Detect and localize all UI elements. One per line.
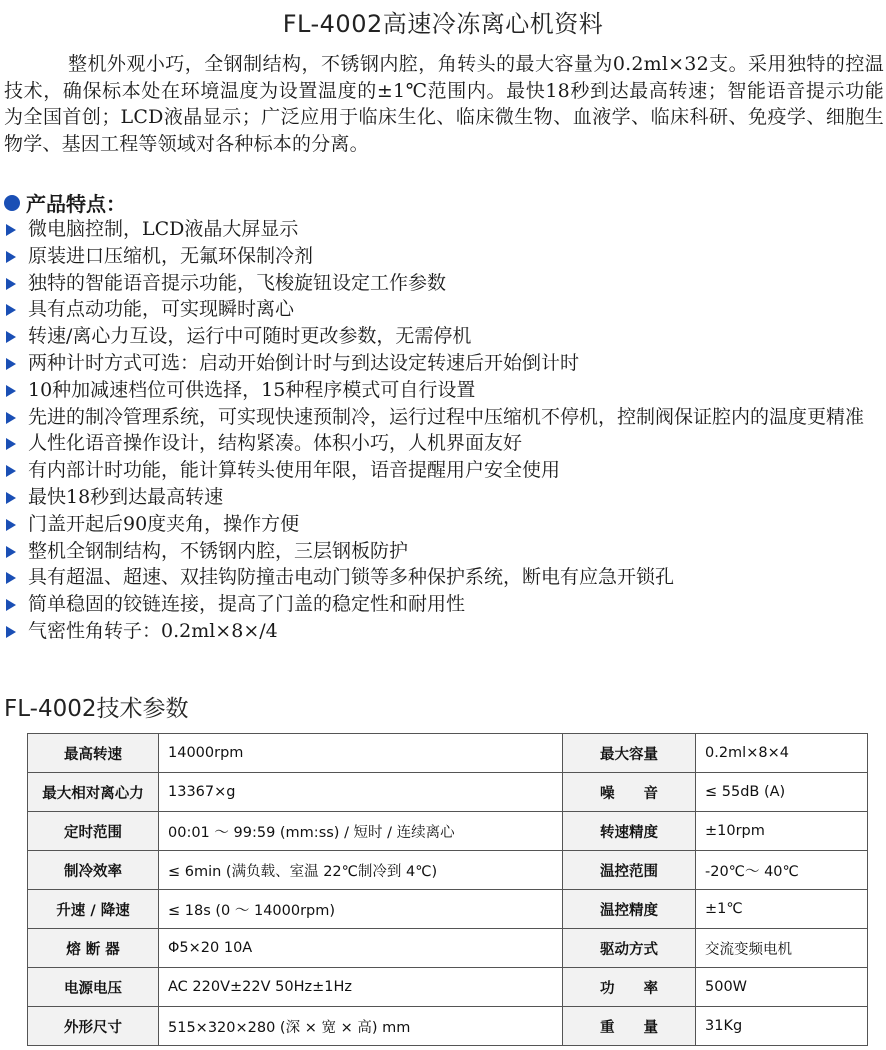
triangle-bullet-icon	[6, 278, 16, 290]
spec-value: 13367×g	[159, 773, 563, 812]
triangle-bullet-icon	[6, 331, 16, 343]
table-row	[28, 773, 868, 812]
spec-heading: FL-4002技术参数	[4, 696, 189, 722]
triangle-bullet-icon	[6, 438, 16, 450]
spec-value: ≤ 18s (0 ～ 14000rpm)	[159, 890, 563, 929]
triangle-bullet-icon	[6, 412, 16, 424]
table-row	[28, 1007, 868, 1046]
spec-label: 升速 / 降速	[28, 890, 159, 929]
page-title: FL-4002高速冷冻离心机资料	[282, 10, 604, 38]
table-row	[28, 734, 868, 773]
feature-item: 具有点动功能，可实现瞬时离心	[4, 296, 884, 323]
spec-label: 最大容量	[563, 734, 696, 773]
spec-label: 驱动方式	[563, 929, 696, 968]
feature-item: 转速/离心力互设，运行中可随时更改参数，无需停机	[4, 323, 884, 350]
spec-label: 外形尺寸	[28, 1007, 159, 1046]
spec-value: 00:01 ～ 99:59 (mm:ss) / 短时 / 连续离心	[159, 812, 563, 851]
spec-label: 温控精度	[563, 890, 696, 929]
triangle-bullet-icon	[6, 572, 16, 584]
spec-value: 交流变频电机	[696, 929, 868, 968]
table-row	[28, 929, 868, 968]
triangle-bullet-icon	[6, 519, 16, 531]
intro-paragraph: 整机外观小巧，全钢制结构，不锈钢内腔，角转头的最大容量为0.2ml×32支。采用独特的控温技术，确保标本处在环境温度为设置温度的±1℃范围内。最快18秒到达最高转速；智能语音提示功能为全国首创；LCD液晶显示；广泛应用于临床生化、临床微生物、血液学、临床科研、免疫学、细胞生物学、基因工程等领域对各种标本的分离。	[4, 53, 884, 155]
spec-value: Φ5×20 10A	[159, 929, 563, 968]
feature-item: 具有超温、超速、双挂钩防撞击电动门锁等多种保护系统，断电有应急开锁孔	[4, 564, 884, 591]
table-row	[28, 890, 868, 929]
features-heading	[4, 188, 126, 217]
bullet-dot-icon	[4, 195, 20, 211]
triangle-bullet-icon	[6, 492, 16, 504]
triangle-bullet-icon	[6, 251, 16, 263]
table-row	[28, 812, 868, 851]
spec-value: ≤ 55dB (A)	[696, 773, 868, 812]
feature-item: 最快18秒到达最高转速	[4, 484, 884, 511]
table-row	[28, 968, 868, 1007]
feature-list	[4, 216, 884, 645]
spec-label: 温控范围	[563, 851, 696, 890]
spec-value: AC 220V±22V 50Hz±1Hz	[159, 968, 563, 1007]
feature-item: 原装进口压缩机，无氟环保制冷剂	[4, 243, 884, 270]
spec-label: 最高转速	[28, 734, 159, 773]
feature-item: 有内部计时功能，能计算转头使用年限，语音提醒用户安全使用	[4, 457, 884, 484]
feature-item: 两种计时方式可选：启动开始倒计时与到达设定转速后开始倒计时	[4, 350, 884, 377]
triangle-bullet-icon	[6, 304, 16, 316]
spec-label: 转速精度	[563, 812, 696, 851]
spec-label: 最大相对离心力	[28, 773, 159, 812]
spec-label: 电源电压	[28, 968, 159, 1007]
feature-item: 简单稳固的铰链连接，提高了门盖的稳定性和耐用性	[4, 591, 884, 618]
triangle-bullet-icon	[6, 465, 16, 477]
triangle-bullet-icon	[6, 224, 16, 236]
spec-label: 定时范围	[28, 812, 159, 851]
feature-item: 人性化语音操作设计，结构紧凑。体积小巧，人机界面友好	[4, 430, 884, 457]
table-row	[28, 851, 868, 890]
spec-value: 515×320×280 (深 × 宽 × 高) mm	[159, 1007, 563, 1046]
feature-item: 微电脑控制，LCD液晶大屏显示	[4, 216, 884, 243]
triangle-bullet-icon	[6, 626, 16, 638]
triangle-bullet-icon	[6, 358, 16, 370]
feature-item: 10种加减速档位可供选择，15种程序模式可自行设置	[4, 377, 884, 404]
triangle-bullet-icon	[6, 385, 16, 397]
spec-value: -20℃～ 40℃	[696, 851, 868, 890]
feature-item: 先进的制冷管理系统，可实现快速预制冷，运行过程中压缩机不停机，控制阀保证腔内的温度更精准	[4, 404, 884, 431]
feature-item: 气密性角转子：0.2ml×8×/4	[4, 618, 884, 645]
triangle-bullet-icon	[6, 599, 16, 611]
spec-label: 制冷效率	[28, 851, 159, 890]
spec-table	[27, 733, 868, 1046]
spec-label: 噪 音	[563, 773, 696, 812]
spec-value: 0.2ml×8×4	[696, 734, 868, 773]
feature-item: 独特的智能语音提示功能，飞梭旋钮设定工作参数	[4, 270, 884, 297]
spec-label: 重 量	[563, 1007, 696, 1046]
triangle-bullet-icon	[6, 546, 16, 558]
feature-item: 门盖开起后90度夹角，操作方便	[4, 511, 884, 538]
spec-label: 熔 断 器	[28, 929, 159, 968]
spec-value: ≤ 6min (满负载、室温 22℃制冷到 4℃)	[159, 851, 563, 890]
spec-value: 31Kg	[696, 1007, 868, 1046]
spec-label: 功 率	[563, 968, 696, 1007]
spec-value: ±10rpm	[696, 812, 868, 851]
feature-item: 整机全钢制结构，不锈钢内腔，三层钢板防护	[4, 538, 884, 565]
spec-value: ±1℃	[696, 890, 868, 929]
spec-value: 500W	[696, 968, 868, 1007]
features-heading-label: 产品特点：	[26, 192, 126, 216]
spec-value: 14000rpm	[159, 734, 563, 773]
